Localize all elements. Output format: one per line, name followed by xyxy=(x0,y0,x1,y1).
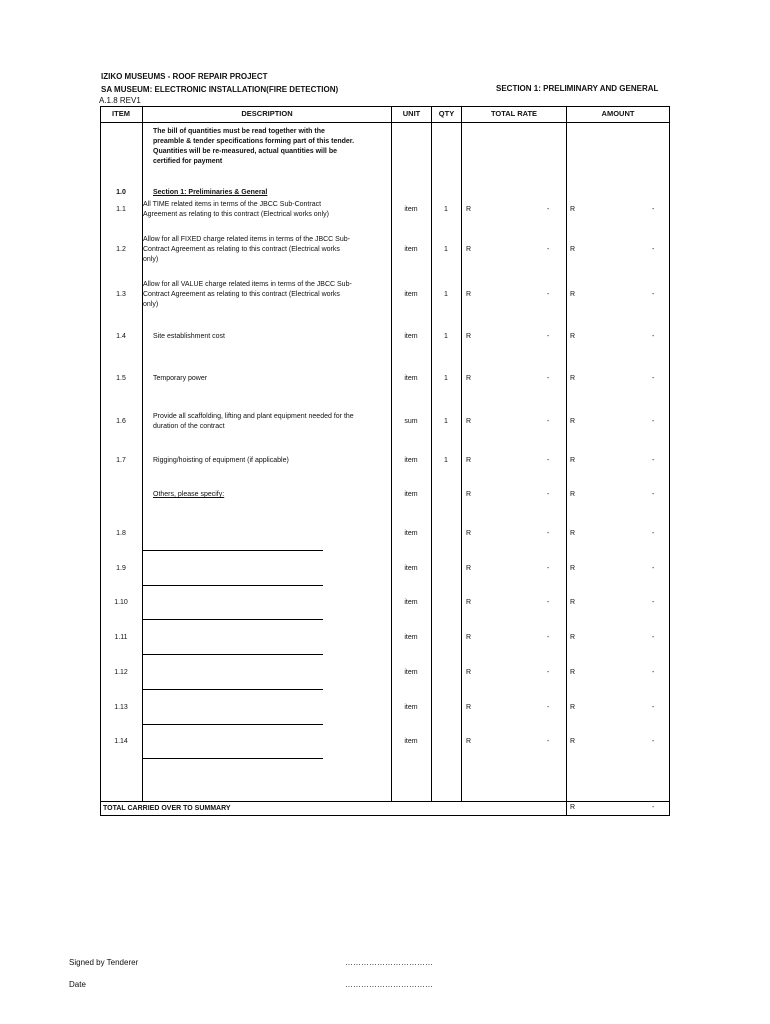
amount-value: - xyxy=(652,457,655,464)
item-unit: item xyxy=(404,491,418,498)
rate-value: - xyxy=(547,291,550,298)
date-field[interactable]: …………………………… xyxy=(345,980,433,989)
rate-value: - xyxy=(547,703,550,711)
amount-value: - xyxy=(652,246,655,253)
others-label: Others, please specify: xyxy=(153,491,225,498)
item-number: 1.11 xyxy=(114,634,128,642)
item-description xyxy=(153,332,400,342)
item-number: 1.2 xyxy=(116,246,126,253)
rate-currency: R xyxy=(466,703,472,711)
amount-currency: R xyxy=(570,599,576,607)
item-description xyxy=(143,235,390,265)
amount-currency: R xyxy=(570,418,576,425)
column-qty: QTY xyxy=(438,109,455,118)
rate-value: - xyxy=(547,668,550,676)
amount-value: - xyxy=(652,564,655,572)
item-number: 1.4 xyxy=(116,333,126,340)
item-number: 1.13 xyxy=(114,703,128,711)
amount-value: - xyxy=(652,599,655,607)
item-description xyxy=(153,456,400,466)
amount-currency: R xyxy=(570,491,576,498)
rate-currency: R xyxy=(466,491,472,498)
description-line: Agreement as relating to this contract (Electrical works only) xyxy=(143,211,329,218)
description-line: duration of the contract xyxy=(153,423,225,430)
amount-currency: R xyxy=(570,703,576,711)
amount-value: - xyxy=(652,634,655,642)
total-amount: - xyxy=(652,804,655,811)
rate-currency: R xyxy=(466,634,472,642)
amount-value: - xyxy=(652,668,655,676)
amount-value: - xyxy=(652,291,655,298)
item-unit: item xyxy=(404,530,418,537)
revision-label: A.1.8 REV1 xyxy=(99,96,141,105)
total-currency: R xyxy=(570,804,576,811)
description-line: Site establishment cost xyxy=(153,333,225,340)
item-unit: item xyxy=(404,246,418,253)
amount-currency: R xyxy=(570,668,576,676)
amount-value: - xyxy=(652,530,655,537)
item-description xyxy=(143,280,390,310)
amount-currency: R xyxy=(570,375,576,382)
rate-value: - xyxy=(547,599,550,607)
rate-currency: R xyxy=(466,246,472,253)
rate-value: - xyxy=(547,564,550,572)
item-unit: item xyxy=(404,703,418,711)
item-qty: 1 xyxy=(444,291,448,298)
item-unit: sum xyxy=(404,418,418,425)
item-number: 1.9 xyxy=(116,564,126,572)
column-amount: AMOUNT xyxy=(601,109,635,118)
write-in-line[interactable] xyxy=(143,585,323,586)
rate-value: - xyxy=(547,418,550,425)
item-qty: 1 xyxy=(444,457,448,464)
description-line: Allow for all VALUE charge related items in terms of the JBCC Sub- xyxy=(143,281,352,288)
write-in-line[interactable] xyxy=(143,619,323,620)
item-number: 1.10 xyxy=(114,599,128,607)
write-in-line[interactable] xyxy=(143,724,323,725)
item-unit: item xyxy=(404,668,418,676)
description-line: Contract Agreement as relating to this contract (Electrical works xyxy=(143,246,340,253)
item-qty: 1 xyxy=(444,246,448,253)
item-unit: item xyxy=(404,564,418,572)
column-description: DESCRIPTION xyxy=(241,109,293,118)
rate-value: - xyxy=(547,530,550,537)
rate-value: - xyxy=(547,375,550,382)
rate-value: - xyxy=(547,457,550,464)
item-qty: 1 xyxy=(444,206,448,213)
section-heading: SECTION 1: PRELIMINARY AND GENERAL xyxy=(496,84,659,93)
document-subtitle: SA MUSEUM: ELECTRONIC INSTALLATION(FIRE DETECTION) xyxy=(101,85,339,94)
amount-value: - xyxy=(652,703,655,711)
item-unit: item xyxy=(404,206,418,213)
column-total-rate: TOTAL RATE xyxy=(490,109,538,118)
item-description xyxy=(153,374,400,384)
item-unit: item xyxy=(404,375,418,382)
rate-currency: R xyxy=(466,375,472,382)
date-label: Date xyxy=(69,980,86,989)
signature-field[interactable]: …………………………… xyxy=(345,958,433,967)
rate-currency: R xyxy=(466,418,472,425)
amount-currency: R xyxy=(570,246,576,253)
amount-currency: R xyxy=(570,206,576,213)
description-line: Allow for all FIXED charge related items in terms of the JBCC Sub- xyxy=(143,236,350,243)
rate-currency: R xyxy=(466,457,472,464)
rate-currency: R xyxy=(466,599,472,607)
project-title: IZIKO MUSEUMS - ROOF REPAIR PROJECT xyxy=(101,72,268,81)
section-number: 1.0 xyxy=(116,189,126,196)
description-line: only) xyxy=(143,301,159,308)
amount-currency: R xyxy=(570,530,576,537)
item-unit: item xyxy=(404,333,418,340)
item-number: 1.14 xyxy=(114,738,128,746)
item-qty: 1 xyxy=(444,333,448,340)
rate-currency: R xyxy=(466,668,472,676)
item-number: 1.12 xyxy=(114,668,128,676)
item-number: 1.7 xyxy=(116,457,126,464)
preamble-note: The bill of quantities must be read together with the preamble & tender specifications forming part of this tender. Quantities will be re-measured, actual quantities will be certified for payment xyxy=(153,128,355,165)
item-unit: item xyxy=(404,457,418,464)
amount-currency: R xyxy=(570,291,576,298)
item-qty: 1 xyxy=(444,418,448,425)
rate-currency: R xyxy=(466,206,472,213)
description-line: All TIME related items in terms of the JBCC Sub-Contract xyxy=(143,201,322,208)
rate-currency: R xyxy=(466,738,472,746)
section-title: Section 1: Preliminaries & General xyxy=(153,189,268,196)
column-item: ITEM xyxy=(112,109,130,118)
amount-currency: R xyxy=(570,738,576,746)
item-unit: item xyxy=(404,599,418,607)
rate-value: - xyxy=(547,206,550,213)
column-unit: UNIT xyxy=(402,109,421,118)
write-in-line[interactable] xyxy=(143,689,323,690)
rate-value: - xyxy=(547,246,550,253)
item-number: 1.3 xyxy=(116,291,126,298)
item-number: 1.1 xyxy=(116,206,126,213)
amount-value: - xyxy=(652,333,655,340)
amount-currency: R xyxy=(570,564,576,572)
rate-currency: R xyxy=(466,333,472,340)
write-in-line[interactable] xyxy=(143,654,323,655)
description-line: Provide all scaffolding, lifting and plant equipment needed for the xyxy=(153,413,354,420)
description-line: Temporary power xyxy=(153,375,208,382)
item-unit: item xyxy=(404,291,418,298)
rate-value: - xyxy=(547,634,550,642)
rate-currency: R xyxy=(466,291,472,298)
rate-currency: R xyxy=(466,564,472,572)
write-in-line[interactable] xyxy=(143,758,323,759)
item-number: 1.6 xyxy=(116,418,126,425)
item-unit: item xyxy=(404,738,418,746)
rate-value: - xyxy=(547,738,550,746)
description-line: Rigging/hoisting of equipment (if applicable) xyxy=(153,457,289,464)
amount-value: - xyxy=(652,375,655,382)
description-line: Contract Agreement as relating to this contract (Electrical works xyxy=(143,291,340,298)
item-unit: item xyxy=(404,634,418,642)
amount-currency: R xyxy=(570,634,576,642)
bill-of-quantities-table xyxy=(100,106,670,816)
item-qty: 1 xyxy=(444,375,448,382)
amount-currency: R xyxy=(570,333,576,340)
item-number: 1.8 xyxy=(116,530,126,537)
write-in-line[interactable] xyxy=(143,550,323,551)
rate-value: - xyxy=(547,333,550,340)
amount-value: - xyxy=(652,418,655,425)
signed-by-label: Signed by Tenderer xyxy=(69,958,139,967)
amount-currency: R xyxy=(570,457,576,464)
total-label: TOTAL CARRIED OVER TO SUMMARY xyxy=(103,805,231,812)
description-line: only) xyxy=(143,256,159,263)
amount-value: - xyxy=(652,738,655,746)
amount-value: - xyxy=(652,491,655,498)
item-number: 1.5 xyxy=(116,375,126,382)
amount-value: - xyxy=(652,206,655,213)
rate-value: - xyxy=(547,491,550,498)
item-description xyxy=(143,200,390,220)
item-description xyxy=(153,412,400,432)
rate-currency: R xyxy=(466,530,472,537)
